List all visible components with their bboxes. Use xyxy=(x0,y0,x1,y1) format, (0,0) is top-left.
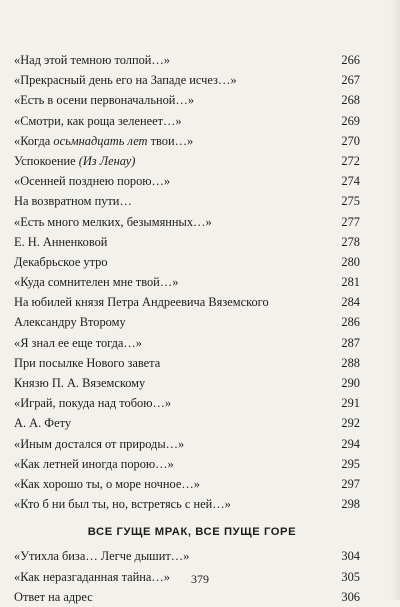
toc-entry xyxy=(14,90,360,110)
toc-entry-page: 304 xyxy=(341,549,360,564)
toc-entry-page: 284 xyxy=(341,295,360,310)
toc-entry-title-text: «Смотри, как роща зеленеет…» xyxy=(14,113,182,128)
toc-entry-page: 272 xyxy=(341,153,360,168)
toc-entry-title-text: Александру Второму xyxy=(14,315,126,330)
toc-entry-title-text: При посылке Нового завета xyxy=(14,355,161,370)
toc-entry-page: 290 xyxy=(341,376,360,390)
toc-entry-title xyxy=(14,393,332,413)
toc-entry xyxy=(14,494,360,514)
toc-entry-title xyxy=(14,434,332,454)
toc-entry-page: 281 xyxy=(341,275,360,290)
toc-entry xyxy=(14,131,360,151)
toc-entry xyxy=(14,50,360,70)
toc-entry xyxy=(14,252,360,272)
toc-entry-page: 292 xyxy=(341,416,360,431)
toc-entry-title-text: «Как неразгаданная тайна…» xyxy=(14,569,170,584)
toc-entry xyxy=(14,353,360,373)
toc-entry-title-text: «Есть в осени первоначальной…» xyxy=(14,93,195,108)
toc-entry-page: 305 xyxy=(341,569,360,584)
toc-entry xyxy=(14,232,360,252)
toc-entry-title-text: «Как летней иногда порою…» xyxy=(14,456,174,471)
toc-entry-title xyxy=(14,353,332,373)
toc-entry xyxy=(14,454,360,474)
toc-entry xyxy=(14,292,360,312)
toc-entry-page: 280 xyxy=(341,254,360,269)
toc-entry-title xyxy=(14,587,332,607)
toc-entry-title-text: «Когда xyxy=(14,133,54,148)
toc-entries xyxy=(14,50,360,514)
toc-entry xyxy=(14,393,360,413)
toc-entry xyxy=(14,373,360,393)
toc-entry-title-text: Князю П. А. Вяземскому xyxy=(14,376,146,390)
toc-entry-title-text: Ответ на адрес xyxy=(14,589,93,604)
toc-entry-title-italic: (Из Ленау) xyxy=(78,153,136,168)
toc-entry-title xyxy=(14,111,332,131)
toc-entry-title-text: «Есть много мелких, безымянных…» xyxy=(14,214,212,229)
toc-entry-title xyxy=(14,312,332,332)
toc-entry xyxy=(14,151,360,171)
toc-entry-page: 288 xyxy=(341,355,360,370)
toc-entry-page: 269 xyxy=(341,113,360,128)
toc-entry-title xyxy=(14,90,332,110)
toc-entry-title xyxy=(14,292,332,312)
toc-entry-page: 277 xyxy=(341,214,360,229)
table-of-contents xyxy=(14,50,360,607)
toc-entry xyxy=(14,333,360,353)
toc-entry-title xyxy=(14,70,332,90)
toc-entry xyxy=(14,272,360,292)
toc-entry-title xyxy=(14,50,332,70)
toc-entry xyxy=(14,474,360,494)
toc-entry-title xyxy=(14,131,332,151)
toc-entry-title xyxy=(14,373,332,393)
toc-entry-title xyxy=(14,546,332,566)
toc-entry-title-text: «Куда сомнителен мне твой…» xyxy=(14,275,179,290)
toc-entry xyxy=(14,546,360,566)
toc-entry-title-text: твои…» xyxy=(147,133,194,148)
toc-entry-page: 267 xyxy=(341,73,360,88)
toc-entry-page: 287 xyxy=(341,335,360,350)
toc-entry-title xyxy=(14,171,332,191)
toc-entry-title xyxy=(14,333,332,353)
toc-entry-title-text: «Кто б ни был ты, но, встретясь с ней…» xyxy=(14,497,231,512)
toc-entry-title-text: «Прекрасный день его на Западе исчез…» xyxy=(14,73,237,88)
toc-entry-title-text: Успокоение xyxy=(14,153,79,168)
toc-entry-title-text: «Как хорошо ты, о море ночное…» xyxy=(14,476,200,491)
toc-entry-page: 275 xyxy=(341,194,360,209)
toc-entry-page: 294 xyxy=(341,436,360,451)
toc-entry-title-text: «Над этой темною толпой…» xyxy=(14,53,170,67)
toc-entry-page: 291 xyxy=(341,396,360,411)
toc-entry xyxy=(14,434,360,454)
toc-entry-title xyxy=(14,232,332,252)
toc-entry-title xyxy=(14,272,332,292)
toc-entry-title xyxy=(14,191,332,211)
page-number: 379 xyxy=(191,572,209,586)
toc-entry xyxy=(14,312,360,332)
toc-entry xyxy=(14,212,360,232)
toc-entry-page: 286 xyxy=(341,315,360,330)
toc-entry-page: 297 xyxy=(341,476,360,491)
toc-entry-page: 270 xyxy=(341,133,360,148)
toc-entry-title xyxy=(14,454,332,474)
toc-entry-page: 298 xyxy=(341,497,360,512)
toc-entry-title-text: На юбилей князя Петра Андреевича Вяземского xyxy=(14,295,269,310)
page-edge-shadow xyxy=(390,0,400,600)
toc-entry-page: 306 xyxy=(341,589,360,604)
toc-entry xyxy=(14,171,360,191)
toc-entry-title-text: На возвратном пути… xyxy=(14,194,132,209)
toc-entry-title-text: «Играй, покуда над тобою…» xyxy=(14,396,172,411)
toc-entry xyxy=(14,111,360,131)
toc-entry-page: 295 xyxy=(341,456,360,471)
toc-entry-title-text: Е. Н. Анненковой xyxy=(14,234,108,249)
toc-entry xyxy=(14,587,360,607)
toc-entry-title xyxy=(14,151,332,171)
toc-entry-title-text: «Иным достался от природы…» xyxy=(14,436,185,451)
toc-entry-title xyxy=(14,252,332,272)
toc-entry xyxy=(14,191,360,211)
toc-entry-title xyxy=(14,494,332,514)
toc-entry-title-text: «Я знал ее еще тогда…» xyxy=(14,335,143,350)
toc-entry-title xyxy=(14,212,332,232)
toc-entry xyxy=(14,70,360,90)
toc-entry-page: 266 xyxy=(341,53,360,67)
toc-entry-page: 278 xyxy=(341,234,360,249)
toc-entry-title xyxy=(14,413,332,433)
toc-entry xyxy=(14,413,360,433)
toc-entry-title-italic: осьмнадцать лет xyxy=(53,133,148,148)
toc-entry-title-text: «Утихла биза… Легче дышит…» xyxy=(14,549,190,564)
toc-entry-page: 274 xyxy=(341,174,360,189)
toc-entry-title-text: «Осенней позднею порою…» xyxy=(14,174,171,189)
section-heading: ВСЕ ГУЩЕ МРАК, ВСЕ ПУЩЕ ГОРЕ xyxy=(87,526,297,539)
toc-entry-title xyxy=(14,474,332,494)
toc-entry-title-text: Декабрьское утро xyxy=(14,254,108,269)
toc-entry-title-text: А. А. Фету xyxy=(14,416,72,431)
toc-entry-page: 268 xyxy=(341,93,360,108)
